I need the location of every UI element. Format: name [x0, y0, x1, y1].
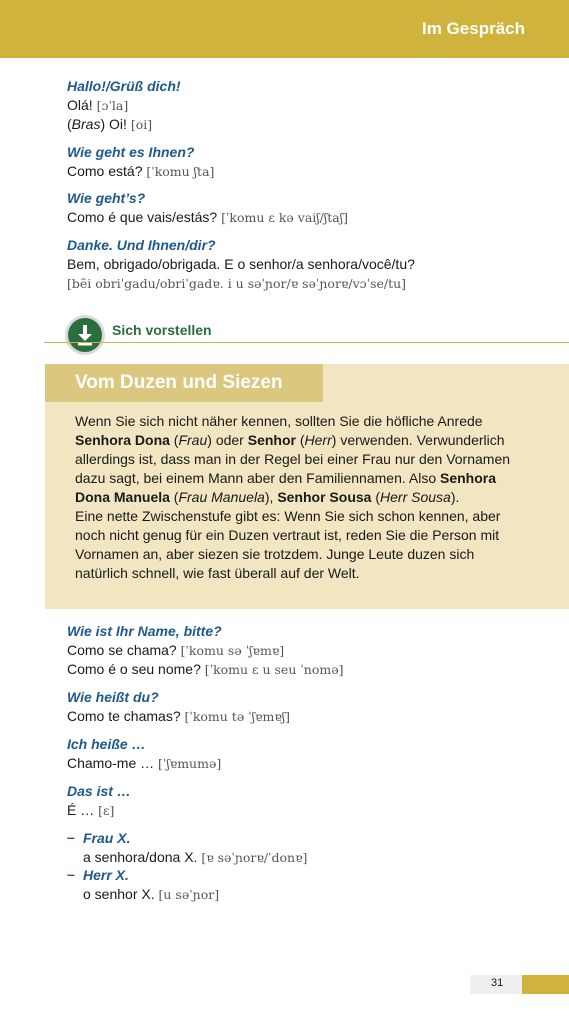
- phrase-ipa: [ɔˈla]: [96, 98, 129, 113]
- section-title: Sich vorstellen: [112, 322, 212, 338]
- phrase-ipa: [ˈkomu sə ˈʃɐmɐ]: [180, 643, 285, 658]
- phrase-ipa: [ˈkomu tə ˈʃɐmɐʃ]: [184, 709, 291, 724]
- phrase-block: [67, 782, 131, 820]
- phrase-block: [67, 189, 348, 227]
- phrase-ipa: [bẽi obriˈgadu/obriˈgadɐ. i u səˈɲor/ɐ səˈɲorɐ/vɔˈse/tu]: [67, 276, 407, 291]
- page-accent-bar: [522, 975, 569, 994]
- phrase-block: [67, 622, 344, 679]
- phrase-answer: É … [ɛ]: [67, 802, 115, 818]
- info-box: [45, 364, 569, 609]
- phrase-question: Hallo!/Grüß dich!: [67, 78, 181, 94]
- download-icon[interactable]: [68, 318, 102, 352]
- phrase-question: Wie geht es Ihnen?: [67, 144, 195, 160]
- phrase-block: [67, 236, 415, 293]
- phrase-answer: Chamo-me … [ˈʃɐmumə]: [67, 755, 222, 771]
- phrase-block: [67, 688, 290, 726]
- phrase-ipa: [u səˈɲor]: [158, 887, 220, 902]
- info-box-header: [45, 364, 323, 402]
- list-dash: –: [67, 829, 75, 845]
- phrase-ipa: [ɛ]: [98, 803, 115, 818]
- info-box-body: [75, 412, 515, 583]
- phrase-answer: o senhor X. [u səˈɲor]: [83, 886, 220, 902]
- list-dash: –: [67, 866, 75, 882]
- page-number-box: [470, 975, 522, 994]
- phrase-block: [67, 77, 181, 134]
- info-paragraph: Eine nette Zwischenstufe gibt es: Wenn Sie sich schon kennen, aber noch nicht genug für ein Duzen vertraut ist, reden Sie die Person mit Vornamen an, aber siezen sie trotzdem. Junge Leute duzen sich natürlich schnell, wie fast überall auf der Welt.: [75, 508, 501, 581]
- phrase-question: Wie ist Ihr Name, bitte?: [67, 623, 222, 639]
- phrase-ipa: [oi]: [130, 117, 153, 132]
- phrase-answer: Como é o seu nome? [ˈkomu ɛ u seu ˈnomə]: [67, 661, 344, 677]
- header-bar: [0, 0, 569, 58]
- phrase-question: Danke. Und Ihnen/dir?: [67, 237, 216, 253]
- phrase-answer: (Bras) Oi! [oi]: [67, 116, 153, 132]
- phrase-block: [67, 143, 214, 181]
- phrase-ipa: [ɐ səˈɲorɐ/ˈdonɐ]: [201, 850, 308, 865]
- phrase-answer: Como te chamas? [ˈkomu tə ˈʃɐmɐʃ]: [67, 708, 291, 724]
- page-section-title: Im Gespräch: [422, 19, 525, 38]
- phrase-answer: Olá! [ɔˈla]: [67, 97, 129, 113]
- phrase-answer: a senhora/dona X. [ɐ səˈɲorɐ/ˈdonɐ]: [83, 849, 308, 865]
- phrase-ipa: [ˈʃɐmumə]: [158, 756, 222, 771]
- phrase-answer: Como é que vais/estás? [ˈkomu ɛ kə vaiʃ/ʃtaʃ]: [67, 209, 349, 225]
- phrase-ipa: [ˈkomu ɛ u seu ˈnomə]: [204, 662, 344, 677]
- page-number: 31: [491, 977, 504, 989]
- phrase-question: Wie heißt du?: [67, 689, 159, 705]
- phrase-block: [67, 735, 221, 773]
- phrase-question: Frau X.: [83, 830, 131, 846]
- phrase-question: Ich heiße …: [67, 736, 146, 752]
- phrase-answer: Como está? [ˈkomu ʃta]: [67, 163, 215, 179]
- phrase-answer: Como se chama? [ˈkomu sə ˈʃɐmɐ]: [67, 642, 285, 658]
- phrase-answer: [67, 274, 415, 293]
- phrase-ipa: [ˈkomu ɛ kə vaiʃ/ʃtaʃ]: [221, 210, 349, 225]
- phrase-question: Wie geht’s?: [67, 190, 146, 206]
- phrase-question: Herr X.: [83, 867, 129, 883]
- phrase-answer: Bem, obrigado/obrigada. E o senhor/a senhora/você/tu?: [67, 256, 415, 272]
- phrase-question: Das ist …: [67, 783, 131, 799]
- info-paragraph: Wenn Sie sich nicht näher kennen, sollten Sie die höfliche Anrede Senhora Dona (Frau) oder Senhor (Herr) verwenden. Verwunderlich allerdings ist, dass man in der Regel bei einer Frau nur den Vornamen dazu sagt, bei einem Mann aber den Familiennamen. Also Senhora Dona Manuela (Frau Manuela), Senhor Sousa (Herr Sousa).: [75, 413, 511, 505]
- info-box-title: Vom Duzen und Siezen: [75, 372, 283, 393]
- phrase-ipa: [ˈkomu ʃta]: [146, 164, 215, 179]
- section-divider: [44, 342, 569, 343]
